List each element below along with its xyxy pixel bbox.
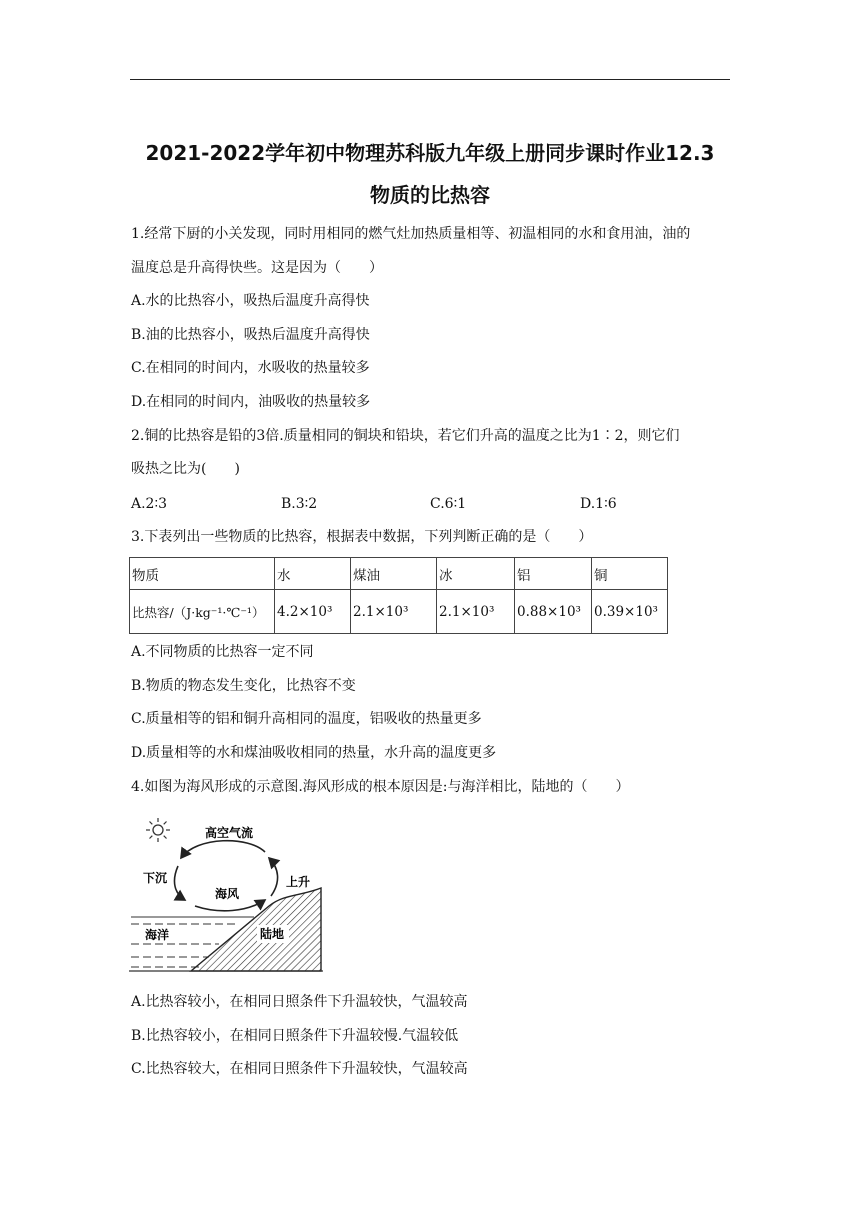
- label-land: 陆地: [260, 927, 285, 941]
- table-header-substance: 物质: [130, 558, 275, 590]
- sun-icon: [146, 818, 170, 842]
- upper-air-arrow: [181, 841, 265, 858]
- table-row: [130, 590, 668, 634]
- table-cell: 2.1×10³: [437, 590, 515, 634]
- q2-option-b: B.3∶2: [281, 496, 318, 512]
- table-row-label: 比热容/（J·kg⁻¹·℃⁻¹）: [130, 590, 275, 634]
- q2-stem-line1: 2.铜的比热容是铅的3倍.质量相同的铜块和铅块，若它们升高的温度之比为1∶2，则它们: [131, 428, 680, 444]
- q4-stem: 4.如图为海风形成的示意图.海风形成的根本原因是:与海洋相比，陆地的（ ）: [131, 779, 630, 795]
- q1-option-a: A.水的比热容小，吸热后温度升高得快: [131, 293, 370, 309]
- label-sinking: 下沉: [143, 871, 168, 885]
- q3-option-b: B.物质的物态发生变化，比热容不变: [131, 678, 356, 694]
- sinking-arrow: [174, 866, 185, 900]
- page-title-line1: 2021-2022学年初中物理苏科版九年级上册同步课时作业12.3: [145, 141, 715, 165]
- q3-option-c: C.质量相等的铝和铜升高相同的温度，铝吸收的热量更多: [131, 711, 482, 727]
- q3-option-a: A.不同物质的比热容一定不同: [131, 644, 314, 660]
- q1-stem-line1: 1.经常下厨的小关发现，同时用相同的燃气灶加热质量相等、初温相同的水和食用油，油的: [131, 226, 691, 242]
- rising-arrow: [269, 858, 278, 896]
- table-header-kerosene: 煤油: [351, 558, 437, 590]
- specific-heat-table: [129, 557, 668, 634]
- q1-option-d: D.在相同的时间内，油吸收的热量较多: [131, 394, 371, 410]
- q4-option-b: B.比热容较小，在相同日照条件下升温较慢.气温较低: [131, 1028, 459, 1044]
- q1-stem-line2: 温度总是升高得快些。这是因为（ ）: [131, 260, 383, 276]
- table-cell: 4.2×10³: [275, 590, 351, 634]
- q4-option-a: A.比热容较小，在相同日照条件下升温较快，气温较高: [131, 994, 468, 1010]
- q3-stem: 3.下表列出一些物质的比热容，根据表中数据，下列判断正确的是（ ）: [131, 529, 593, 545]
- label-ocean: 海洋: [145, 928, 170, 942]
- page-title-line2: 物质的比热容: [370, 183, 490, 207]
- q2-option-c: C.6∶1: [430, 496, 467, 512]
- label-upper-air: 高空气流: [204, 826, 254, 840]
- q4-option-c: C.比热容较大，在相同日照条件下升温较快，气温较高: [131, 1061, 468, 1077]
- q3-option-d: D.质量相等的水和煤油吸收相同的热量，水升高的温度更多: [131, 745, 497, 761]
- q2-option-d: D.1∶6: [580, 496, 617, 512]
- table-header-water: 水: [275, 558, 351, 590]
- table-header-aluminum: 铝: [515, 558, 592, 590]
- header-rule: [130, 79, 730, 80]
- land-area: [191, 888, 321, 971]
- q2-stem-line2: 吸热之比为( ): [131, 461, 240, 477]
- q2-option-a: A.2∶3: [131, 496, 168, 512]
- q1-option-b: B.油的比热容小，吸热后温度升高得快: [131, 327, 370, 343]
- label-sea-breeze: 海风: [215, 887, 240, 901]
- q1-option-c: C.在相同的时间内，水吸收的热量较多: [131, 360, 370, 376]
- table-header-ice: 冰: [437, 558, 515, 590]
- sea-breeze-arrow: [195, 900, 265, 911]
- label-rising: 上升: [286, 875, 311, 889]
- table-cell: 2.1×10³: [351, 590, 437, 634]
- table-header-copper: 铜: [592, 558, 668, 590]
- table-cell: 0.39×10³: [592, 590, 668, 634]
- table-cell: 0.88×10³: [515, 590, 592, 634]
- table-row: [130, 558, 668, 590]
- sea-breeze-diagram: [129, 814, 323, 976]
